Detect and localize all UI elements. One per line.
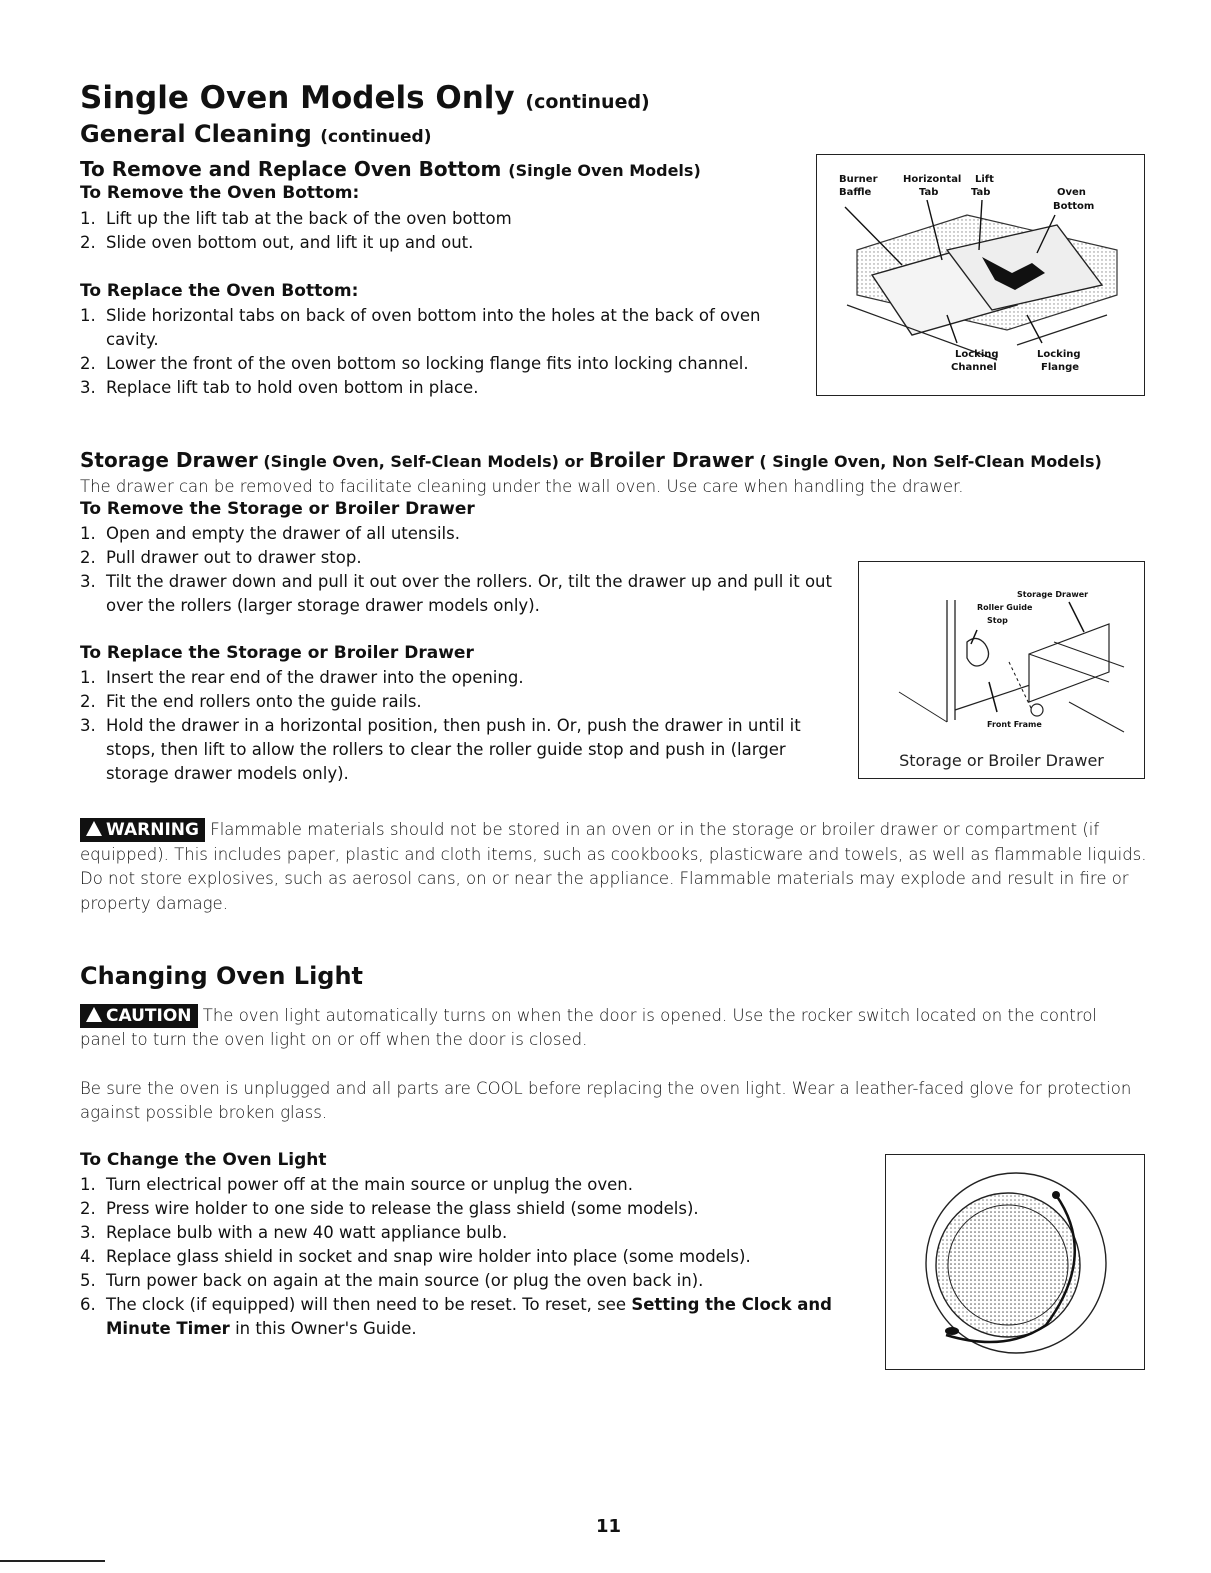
step-number: 2. [80,233,96,252]
oven-bottom-heading [80,157,701,181]
step-number: 2. [80,692,96,711]
step-number: 3. [80,1223,96,1242]
step-number: 1. [80,668,96,687]
broiler-drawer-heading-suffix: ( Single Oven, Non Self-Clean Models) [759,452,1102,471]
list-item [80,207,800,231]
label-baffle: Baffle [839,187,872,198]
step-text: Replace glass shield in socket and snap wire holder into place (some models). [106,1247,751,1266]
broiler-drawer-heading: Broiler Drawer [588,448,754,472]
step-text: Slide oven bottom out, and lift it up and out. [106,233,474,252]
list-item [80,304,800,352]
label-channel: Channel [951,362,997,373]
step-text: Pull drawer out to drawer stop. [106,548,362,567]
step-text: Lift up the lift tab at the back of the oven bottom [106,209,512,228]
warning-block [80,818,1148,916]
list-item [80,1245,880,1269]
label-oven: Oven [1057,187,1086,198]
step-text: Press wire holder to one side to release the glass shield (some models). [106,1199,699,1218]
step-number: 6. [80,1295,96,1314]
section-title-text: General Cleaning [80,120,312,148]
section-title [80,120,431,148]
label-stop: Stop [987,616,1008,625]
list-item [80,376,800,400]
section-title-suffix: (continued) [320,127,432,147]
step-number: 1. [80,306,96,325]
step-number: 2. [80,1199,96,1218]
step-number: 3. [80,378,96,397]
replace-drawer-steps [80,666,850,786]
storage-drawer-heading: Storage Drawer [80,448,258,472]
list-item [80,714,850,786]
list-item [80,546,850,570]
label-locking-channel-1: Locking [955,349,999,360]
label-locking-flange-1: Locking [1037,349,1081,360]
drawer-illustration [859,562,1144,742]
oven-light-figure [885,1154,1145,1370]
list-item [80,1197,880,1221]
label-front-frame: Front Frame [987,720,1042,729]
list-item [80,570,850,618]
step-text: Turn electrical power off at the main source or unplug the oven. [106,1175,633,1194]
replace-oven-bottom-steps [80,304,800,400]
list-item [80,1269,880,1293]
step-number: 5. [80,1271,96,1290]
caution-badge [80,1004,198,1028]
label-lift: Lift [975,174,994,185]
list-item [80,1221,880,1245]
remove-drawer-steps [80,522,850,618]
label-tab-lift: Tab [971,187,991,198]
step-number: 3. [80,572,96,591]
oven-light-heading: Changing Oven Light [80,962,364,990]
list-item [80,352,800,376]
list-item [80,690,850,714]
step-number: 1. [80,209,96,228]
footer-rule [0,1560,105,1562]
list-item [80,522,850,546]
step-number: 2. [80,354,96,373]
label-horizontal: Horizontal [903,174,962,185]
drawer-intro: The drawer can be removed to facilitate cleaning under the wall oven. Use care when handling the drawer. [80,477,964,496]
caution-icon [86,1007,102,1022]
step-text: Replace lift tab to hold oven bottom in place. [106,378,479,397]
step-text: Slide horizontal tabs on back of oven bottom into the holes at the back of oven cavity. [106,306,761,349]
step-text: Lower the front of the oven bottom so locking flange fits into locking channel. [106,354,749,373]
step-text: Hold the drawer in a horizontal position, then push in. Or, push the drawer in until it stops, then lift to allow the rollers to clear the roller guide stop and push in (larger storage drawer models only). [106,716,801,783]
step-text: Insert the rear end of the drawer into the opening. [106,668,524,687]
step-text: Open and empty the drawer of all utensils. [106,524,460,543]
remove-oven-bottom-steps [80,207,800,255]
drawer-figure [858,561,1145,779]
warning-text: Flammable materials should not be stored in an oven or in the storage or broiler drawer or compartment (if equipped). This includes paper, plastic and cloth items, such as cookbooks, plasticware and towels, as well as flammable liquids. Do not store explosives, such as aerosol cans, on or near the appliance. Flammable materials may explode and result in fire or property damage. [80,820,1147,913]
label-storage-drawer: Storage Drawer [1017,590,1089,599]
step-number: 3. [80,716,96,735]
step-text: Tilt the drawer down and pull it out over the rollers. Or, tilt the drawer up and pull it out over the rollers (larger storage drawer models only). [106,572,832,615]
replace-drawer-heading: To Replace the Storage or Broiler Drawer [80,643,474,663]
drawer-figure-caption: Storage or Broiler Drawer [899,751,1104,770]
step-text: Fit the end rollers onto the guide rails. [106,692,422,711]
change-light-heading: To Change the Oven Light [80,1150,327,1170]
step-number: 4. [80,1247,96,1266]
label-roller-guide: Roller Guide [977,603,1033,612]
label-bottom: Bottom [1053,201,1095,212]
replace-oven-bottom-heading: To Replace the Oven Bottom: [80,281,359,301]
step-text-end: in this Owner's Guide. [235,1319,417,1338]
oven-bottom-heading-text: To Remove and Replace Oven Bottom [80,157,502,181]
list-item [80,1173,880,1197]
storage-drawer-heading-suffix: (Single Oven, Self-Clean Models) or [263,452,584,471]
oven-light-illustration [886,1155,1144,1369]
step-number: 2. [80,548,96,567]
list-item [80,231,800,255]
change-light-steps [80,1173,880,1341]
label-flange: Flange [1041,362,1080,373]
oven-bottom-illustration [817,155,1144,395]
list-item [80,666,850,690]
page-title [80,80,650,116]
drawer-heading [80,448,1102,472]
oven-bottom-heading-suffix: (Single Oven Models) [508,161,701,180]
page-number: 11 [596,1516,622,1537]
label-burner: Burner [839,174,878,185]
page-title-suffix: (continued) [525,91,650,113]
step-reference: Setting the Clock and Minute Timer [106,1295,832,1338]
label-tab-horizontal: Tab [919,187,939,198]
remove-oven-bottom-heading: To Remove the Oven Bottom: [80,183,360,203]
step-text: Turn power back on again at the main source (or plug the oven back in). [106,1271,704,1290]
step-number: 1. [80,1175,96,1194]
caution-badge-text: CAUTION [106,1006,192,1026]
remove-drawer-heading: To Remove the Storage or Broiler Drawer [80,499,475,519]
list-item [80,1293,880,1341]
warning-badge-text: WARNING [106,820,199,840]
caution-text: The oven light automatically turns on when the door is opened. Use the rocker switch located on the control panel to turn the oven light on or off when the door is closed. [80,1006,1098,1049]
oven-light-note: Be sure the oven is unplugged and all parts are COOL before replacing the oven light. Wear a leather-faced glove for protection against possible broken glass. [80,1079,1132,1122]
warning-icon [86,821,102,836]
step-text: The clock (if equipped) will then need to be reset. To reset, see [106,1295,627,1314]
page-title-text: Single Oven Models Only [80,80,515,116]
oven-bottom-figure [816,154,1145,396]
step-text: Replace bulb with a new 40 watt appliance bulb. [106,1223,508,1242]
warning-badge [80,818,205,842]
step-number: 1. [80,524,96,543]
caution-block [80,1004,1148,1052]
